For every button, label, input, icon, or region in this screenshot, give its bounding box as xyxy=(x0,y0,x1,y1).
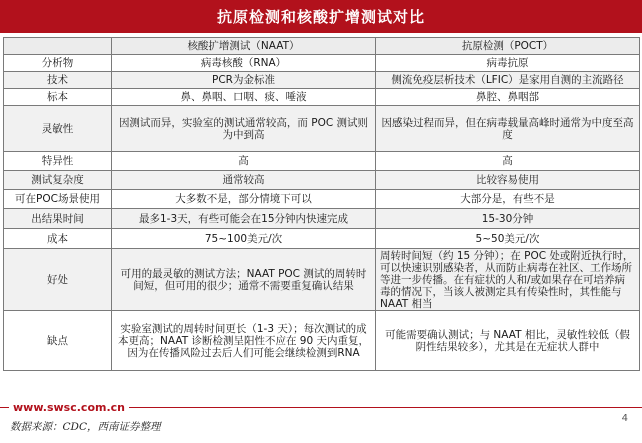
naat-cell: 最多1-3天，有些可能会在15分钟内快速完成 xyxy=(112,209,376,229)
comparison-table xyxy=(3,37,640,371)
table-row xyxy=(4,311,640,371)
row-label: 好处 xyxy=(4,249,112,311)
poct-cell: 侧流免疫层析技术（LFIC）是家用自测的主流路径 xyxy=(376,72,640,89)
table-row xyxy=(4,171,640,190)
table-row xyxy=(4,152,640,171)
poct-cell: 因感染过程而异，但在病毒载量高峰时通常为中度至高度 xyxy=(376,106,640,152)
poct-cell: 可能需要确认测试；与 NAAT 相比，灵敏性较低（假阴性结果较多），尤其是在无症状人群中 xyxy=(376,311,640,371)
poct-cell: 大部分是，有些不是 xyxy=(376,190,640,209)
table-row xyxy=(4,89,640,106)
row-label: 成本 xyxy=(4,229,112,249)
row-label: 缺点 xyxy=(4,311,112,371)
poct-cell: 5~50美元/次 xyxy=(376,229,640,249)
footer-url[interactable]: www.swsc.com.cn xyxy=(9,401,129,414)
poct-cell: 病毒抗原 xyxy=(376,55,640,72)
naat-cell: 病毒核酸（RNA） xyxy=(112,55,376,72)
naat-cell: 75~100美元/次 xyxy=(112,229,376,249)
poct-cell: 鼻腔、鼻咽部 xyxy=(376,89,640,106)
footer-source: 数据来源：CDC，西南证券整理 xyxy=(10,421,161,433)
row-label: 测试复杂度 xyxy=(4,171,112,190)
row-label: 特异性 xyxy=(4,152,112,171)
row-label: 出结果时间 xyxy=(4,209,112,229)
poct-cell: 高 xyxy=(376,152,640,171)
row-label: 可在POC场景使用 xyxy=(4,190,112,209)
page-number: 4 xyxy=(621,413,628,424)
table-header-row xyxy=(4,38,640,55)
naat-cell: 因测试而异，实验室的测试通常较高，而 POC 测试则为中到高 xyxy=(112,106,376,152)
row-label: 标本 xyxy=(4,89,112,106)
naat-cell: 可用的最灵敏的测试方法；NAAT POC 测试的周转时间短，但可用的很少；通常不需要重复确认结果 xyxy=(112,249,376,311)
poct-cell: 周转时间短（约 15 分钟）；在 POC 处或附近执行时，可以快速识别感染者，从而防止病毒在社区、工作场所等进一步传播。在有症状的人和/或如果存在可培养病毒的情况下，当该人被测定具有传染性时，其性能与 NAAT 相当 xyxy=(376,249,640,311)
header-poct: 抗原检测（POCT） xyxy=(376,38,640,55)
title-bar xyxy=(0,0,642,33)
table-row xyxy=(4,229,640,249)
naat-cell: 通常较高 xyxy=(112,171,376,190)
row-label: 灵敏性 xyxy=(4,106,112,152)
row-label: 技术 xyxy=(4,72,112,89)
naat-cell: 大多数不是，部分情境下可以 xyxy=(112,190,376,209)
poct-cell: 15-30分钟 xyxy=(376,209,640,229)
header-corner xyxy=(4,38,112,55)
table-row xyxy=(4,209,640,229)
poct-cell: 比较容易使用 xyxy=(376,171,640,190)
naat-cell: 实验室测试的周转时间更长（1-3 天）；每次测试的成本更高；NAAT 诊断检测呈阳性不应在 90 天内重复，因为在传播风险过去后人们可能会继续检测到RNA xyxy=(112,311,376,371)
table-row xyxy=(4,72,640,89)
naat-cell: PCR为金标准 xyxy=(112,72,376,89)
table-row xyxy=(4,55,640,72)
table-row xyxy=(4,249,640,311)
header-naat: 核酸扩增测试（NAAT） xyxy=(112,38,376,55)
row-label: 分析物 xyxy=(4,55,112,72)
table-row xyxy=(4,106,640,152)
table-row xyxy=(4,190,640,209)
naat-cell: 鼻、鼻咽、口咽、痰、唾液 xyxy=(112,89,376,106)
page-title: 抗原检测和核酸扩增测试对比 xyxy=(216,8,425,26)
naat-cell: 高 xyxy=(112,152,376,171)
